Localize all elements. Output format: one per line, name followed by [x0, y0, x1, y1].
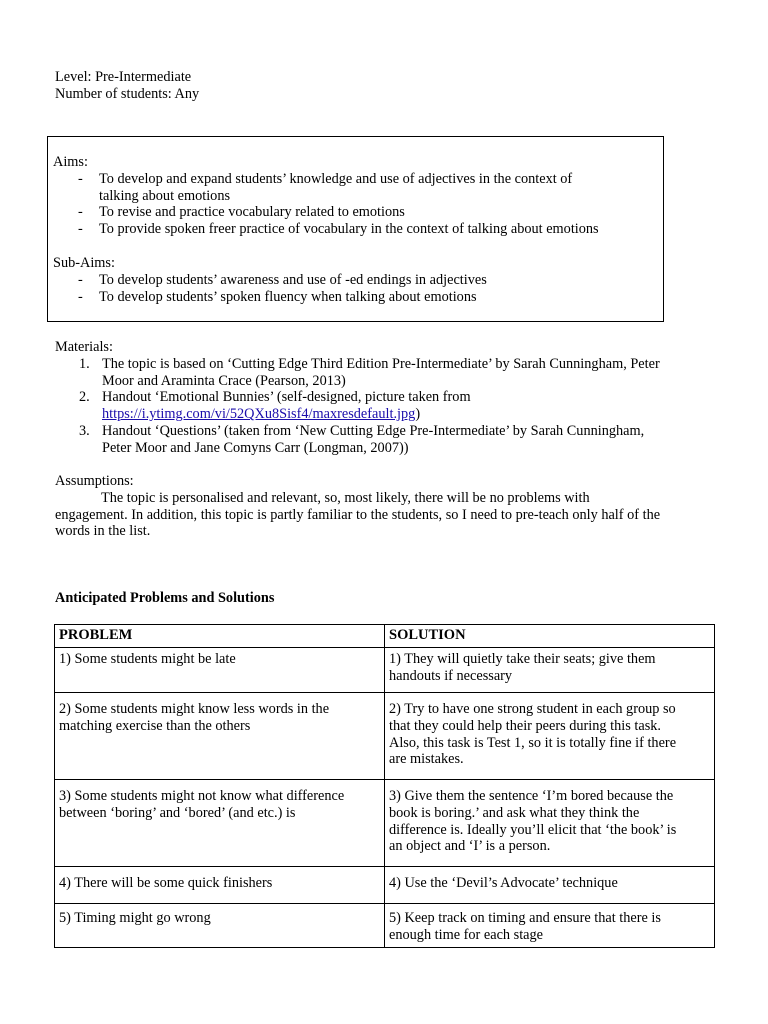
problem-cell: 2) Some students might know less words in the matching exercise than the others	[55, 693, 385, 780]
aims-box	[47, 136, 664, 322]
assumptions-section	[55, 473, 715, 540]
problem-column-header: PROBLEM	[55, 625, 385, 648]
assumptions-text: The topic is personalised and relevant, so, most likely, there will be no problems with	[101, 489, 590, 506]
materials-section	[55, 339, 715, 457]
table-row	[55, 780, 715, 867]
level-text: Level: Pre-Intermediate	[55, 69, 192, 85]
problem-cell: 1) Some students might be late	[55, 648, 385, 693]
material-item: 3. Handout ‘Questions’ (taken from ‘New Cutting Edge Pre-Intermediate’ by Sarah Cunningham, Peter Moor and Jane Comyns Carr (Longman, 2007))	[79, 422, 645, 456]
solution-cell: 5) Keep track on timing and ensure that there is enough time for each stage	[385, 904, 715, 948]
problems-table	[54, 624, 715, 948]
sub-aim-item: - To develop students’ spoken fluency when talking about emotions	[78, 288, 477, 305]
assumptions-text: words in the list.	[55, 523, 151, 540]
dash-bullet: -	[78, 288, 83, 305]
aims-label: Aims:	[53, 154, 88, 170]
aim-item: - To revise and practice vocabulary related to emotions	[78, 204, 405, 221]
table-row	[55, 867, 715, 904]
problem-cell: 3) Some students might not know what difference between ‘boring’ and ‘bored’ (and etc.) is	[55, 780, 385, 867]
aim-item: - To develop and expand students’ knowledge and use of adjectives in the context of talking about emotions	[78, 170, 573, 204]
dash-bullet: -	[78, 204, 83, 221]
solution-cell: 1) They will quietly take their seats; give them handouts if necessary	[385, 648, 715, 693]
lesson-header	[55, 69, 199, 103]
table-row	[55, 693, 715, 780]
table-header-row	[55, 625, 715, 648]
problem-cell: 4) There will be some quick finishers	[55, 867, 385, 904]
problems-heading: Anticipated Problems and Solutions	[55, 590, 275, 606]
material-item: 2. Handout ‘Emotional Bunnies’ (self-designed, picture taken from https://i.ytimg.com/vi/52QXu8Sisf4/maxresdefault.jpg)	[79, 389, 471, 423]
materials-label: Materials:	[55, 339, 113, 355]
assumptions-text: engagement. In addition, this topic is partly familiar to the students, so I need to pre-teach only half of the	[55, 506, 661, 523]
dash-bullet: -	[78, 221, 83, 238]
table-row	[55, 904, 715, 948]
assumptions-label: Assumptions:	[55, 473, 134, 489]
solution-cell: 3) Give them the sentence ‘I’m bored because the book is boring.’ and ask what they think the difference is. Ideally you’ll elicit that ‘the book’ is an object and ‘I’ is a person.	[385, 780, 715, 867]
dash-bullet: -	[78, 271, 83, 288]
solution-column-header: SOLUTION	[385, 625, 715, 648]
picture-link[interactable]: https://i.ytimg.com/vi/52QXu8Sisf4/maxresdefault.jpg	[102, 406, 416, 423]
table-row	[55, 648, 715, 693]
sub-aim-item: - To develop students’ awareness and use of -ed endings in adjectives	[78, 271, 487, 288]
solution-cell: 4) Use the ‘Devil’s Advocate’ technique	[385, 867, 715, 904]
aim-item: - To provide spoken freer practice of vocabulary in the context of talking about emotions	[78, 221, 599, 238]
sub-aims-label: Sub-Aims:	[53, 254, 115, 271]
students-text: Number of students: Any	[55, 85, 200, 102]
problem-cell: 5) Timing might go wrong	[55, 904, 385, 948]
dash-bullet: -	[78, 170, 83, 187]
solution-cell: 2) Try to have one strong student in each group so that they could help their peers during this task. Also, this task is Test 1, so it is totally fine if there are mistakes.	[385, 693, 715, 780]
material-item: 1. The topic is based on ‘Cutting Edge Third Edition Pre-Intermediate’ by Sarah Cunningham, Peter Moor and Araminta Crace (Pearson, 2013)	[79, 355, 660, 389]
